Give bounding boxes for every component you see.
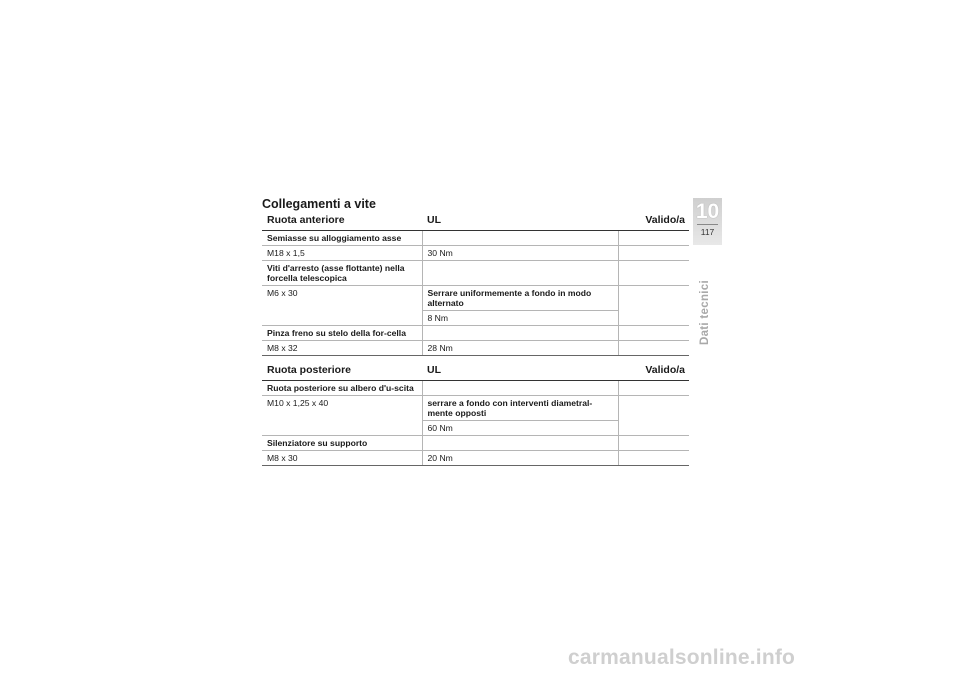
table-row (262, 286, 689, 311)
table-row (262, 246, 689, 261)
watermark: carmanualsonline.info (568, 646, 796, 669)
front-valid-heading: Valido/a (618, 211, 689, 231)
table-row (262, 451, 689, 466)
thread-size: M8 x 32 (262, 341, 422, 356)
thread-size: M6 x 30 (262, 286, 422, 326)
page-title: Collegamenti a vite (262, 197, 376, 211)
rear-wheel-heading: Ruota posteriore (262, 356, 422, 381)
chapter-side-label: Dati tecnici (699, 280, 711, 345)
table-row (262, 326, 689, 341)
tightening-note: serrare a fondo con interventi diametral-mente opposti (422, 396, 618, 421)
torque-value: 60 Nm (422, 421, 618, 436)
table-row (262, 381, 689, 396)
rear-wheel-header (262, 356, 689, 381)
torque-value: 30 Nm (422, 246, 618, 261)
part-name: Pinza freno su stelo della for-cella (262, 326, 422, 341)
torque-value: 20 Nm (422, 451, 618, 466)
front-wheel-header (262, 211, 689, 231)
torque-value: 28 Nm (422, 341, 618, 356)
rear-valid-heading: Valido/a (618, 356, 689, 381)
part-name: Viti d'arresto (asse flottante) nella forcella telescopica (262, 261, 422, 286)
table-row (262, 396, 689, 421)
torque-value: 8 Nm (422, 311, 618, 326)
screw-connections-table (262, 211, 689, 466)
part-name: Ruota posteriore su albero d'u-scita (262, 381, 422, 396)
table-row (262, 231, 689, 246)
chapter-tab (693, 198, 722, 245)
rear-ul-heading: UL (422, 356, 618, 381)
front-wheel-heading: Ruota anteriore (262, 211, 422, 231)
chapter-number: 10 (695, 200, 720, 223)
tightening-note: Serrare uniformemente a fondo in modo alternato (422, 286, 618, 311)
table-row (262, 261, 689, 286)
table-row (262, 341, 689, 356)
part-name: Semiasse su alloggiamento asse (262, 231, 422, 246)
part-name: Silenziatore su supporto (262, 436, 422, 451)
page-number: 117 (700, 227, 715, 237)
thread-size: M10 x 1,25 x 40 (262, 396, 422, 436)
thread-size: M8 x 30 (262, 451, 422, 466)
chapter-divider (697, 224, 718, 225)
table-row (262, 436, 689, 451)
thread-size: M18 x 1,5 (262, 246, 422, 261)
front-ul-heading: UL (422, 211, 618, 231)
